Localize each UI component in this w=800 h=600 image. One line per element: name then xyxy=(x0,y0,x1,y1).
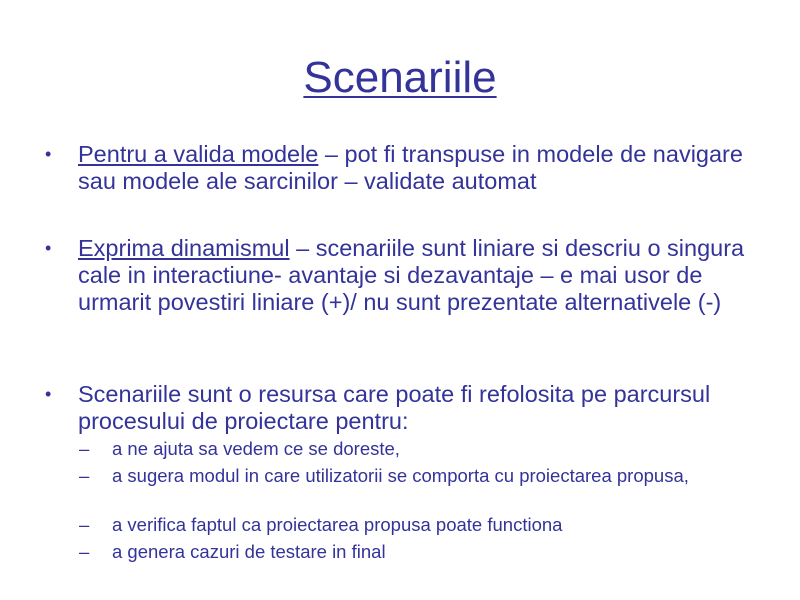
slide-title-text: Scenariile xyxy=(303,53,497,102)
sub-item-text: a genera cazuri de testare in final xyxy=(112,541,386,562)
bullet-lead-text: Pentru a valida modele xyxy=(78,141,319,167)
bullet-body-text: – scenariile sunt liniare si descriu o singura cale in interactiune- avantaje si dezavantaje – e mai usor de urmarit povestiri liniare (+)/ nu sunt prezentate alternativele (-) xyxy=(78,235,745,315)
sub-item-text: a ne ajuta sa vedem ce se doreste, xyxy=(112,438,400,459)
dash-icon: – xyxy=(79,438,90,459)
dash-icon: – xyxy=(79,514,90,535)
sub-item-see-wishes xyxy=(79,438,752,459)
dash-icon: – xyxy=(79,541,90,562)
dash-icon: – xyxy=(79,465,90,486)
bullet-lead-text: Exprima dinamismul xyxy=(78,235,290,261)
sub-item-test-cases xyxy=(79,541,752,562)
sub-item-suggest-behavior xyxy=(79,465,752,486)
bullet-item-dynamism xyxy=(45,235,748,316)
bullet-item-validate-models xyxy=(45,141,748,195)
bullet-point-icon: • xyxy=(45,144,52,164)
bullet-body-text: – pot fi transpuse in modele de navigare sau modele ale sarcinilor – validate automat xyxy=(78,141,743,194)
sub-item-text: a sugera modul in care utilizatorii se comporta cu proiectarea propusa, xyxy=(112,465,689,486)
bullet-point-icon: • xyxy=(45,238,52,258)
bullet-item-reusable-resource xyxy=(45,381,748,435)
bullet-point-icon: • xyxy=(45,384,52,404)
bullet-body-text: Scenariile sunt o resursa care poate fi refolosita pe parcursul procesului de proiectare pentru: xyxy=(78,381,711,434)
sub-item-verify-design xyxy=(79,514,752,535)
slide-title xyxy=(0,48,800,108)
sub-item-text: a verifica faptul ca proiectarea propusa poate functiona xyxy=(112,514,563,535)
